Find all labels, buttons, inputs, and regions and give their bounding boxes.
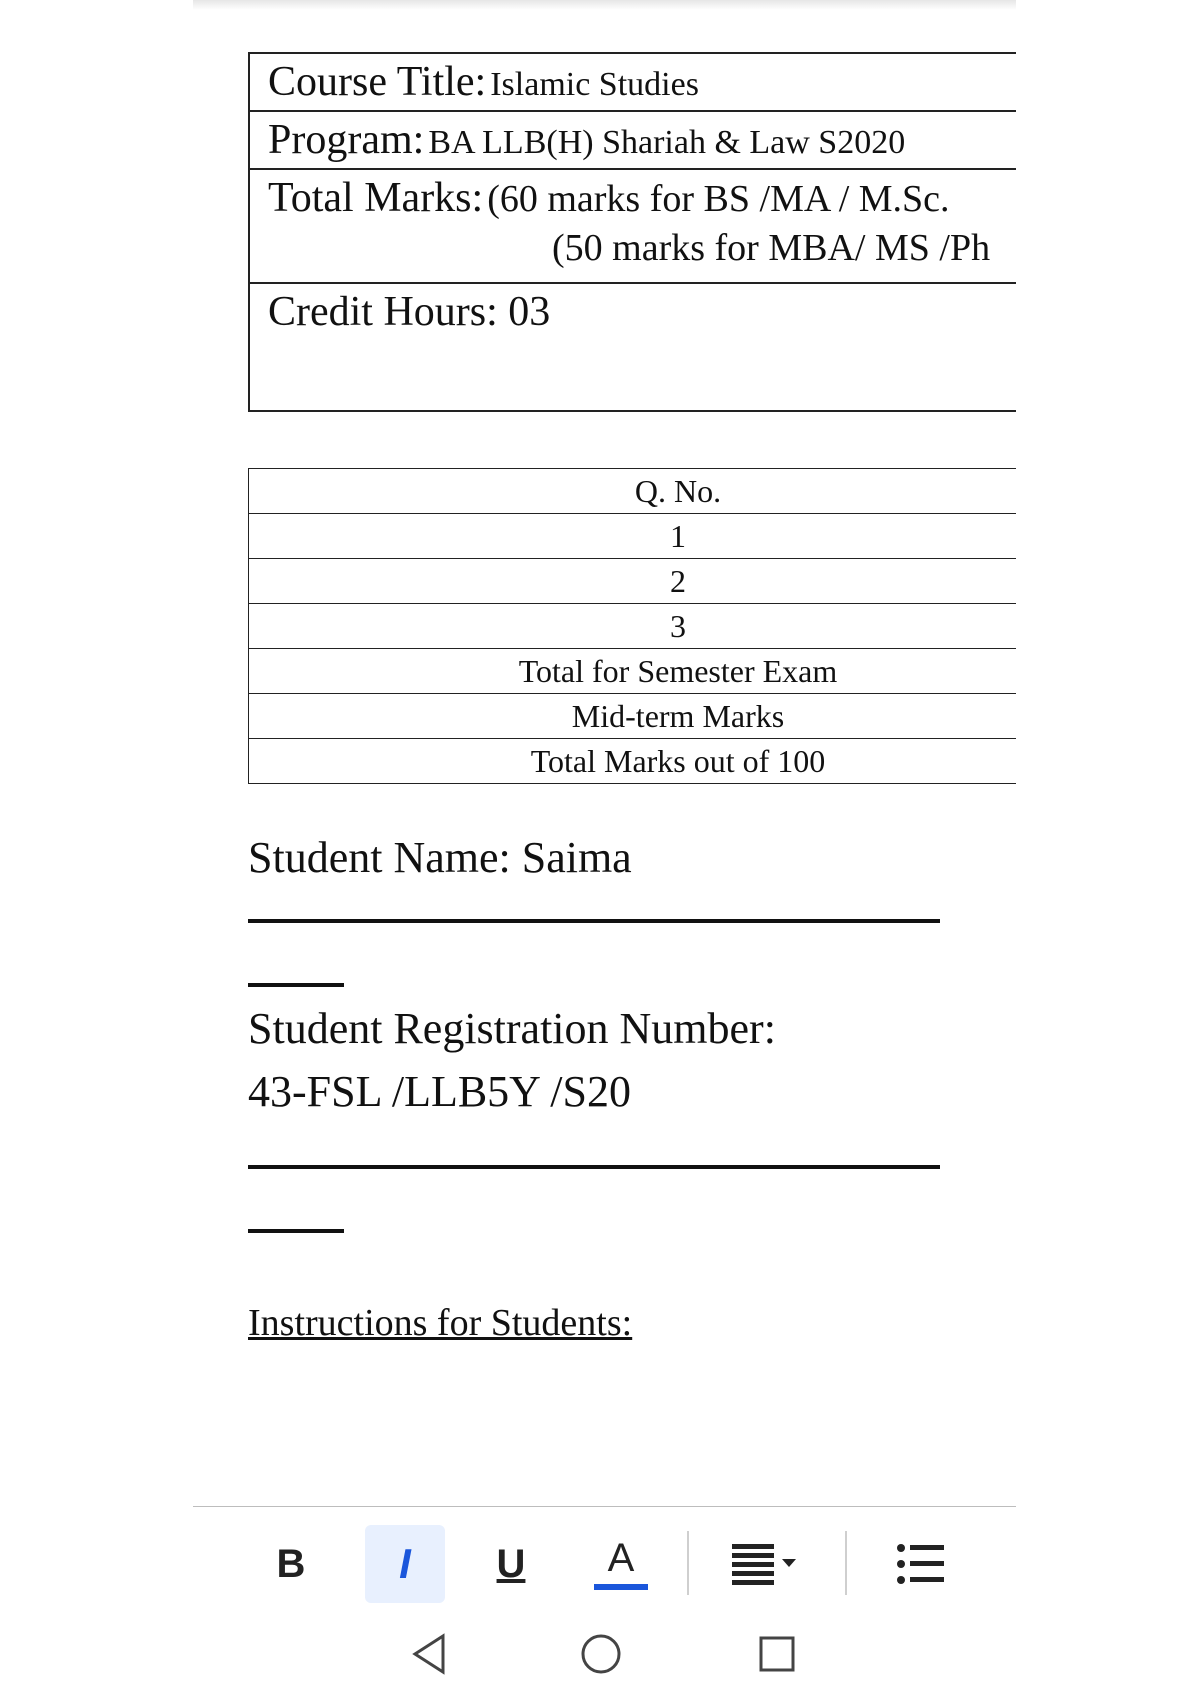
- italic-button[interactable]: [365, 1525, 445, 1603]
- marks-row-q2: 2: [249, 559, 1017, 604]
- student-name: Student Name: Saima: [248, 833, 632, 882]
- marks-row-midterm: Mid-term Marks: [249, 694, 1017, 739]
- course-title-value: Islamic Studies: [490, 66, 699, 103]
- recents-icon[interactable]: [757, 1634, 797, 1674]
- name-underline: [248, 919, 940, 923]
- marks-table: [248, 468, 1016, 784]
- align-icon: [728, 1540, 808, 1588]
- total-marks-row: [249, 169, 1016, 283]
- registration-value: 43-FSL /LLB5Y /S20: [248, 1067, 632, 1116]
- marks-row-q3: 3: [249, 604, 1017, 649]
- name-underline-short: [248, 983, 344, 987]
- align-button[interactable]: [723, 1525, 813, 1603]
- back-icon[interactable]: [409, 1632, 449, 1676]
- program-label: Program:: [268, 117, 425, 163]
- registration-underline-short: [248, 1229, 344, 1233]
- program-row: [249, 111, 1016, 169]
- toolbar-separator-2: [845, 1531, 847, 1595]
- marks-row-semester-total: Total for Semester Exam: [249, 649, 1017, 694]
- table-row: [249, 739, 1017, 784]
- text-color-swatch: [594, 1584, 648, 1590]
- total-marks-line2: (50 marks for MBA/ MS /Ph: [552, 227, 991, 269]
- total-marks-label: Total Marks:: [268, 175, 484, 221]
- top-shadow: [193, 0, 1016, 10]
- course-title-row: [249, 53, 1016, 111]
- registration-underline: [248, 1165, 940, 1169]
- total-marks-line1: (60 marks for BS /MA / M.Sc.: [487, 178, 950, 220]
- program-value: BA LLB(H) Shariah & Law S2020: [428, 124, 906, 161]
- marks-row-q1: 1: [249, 514, 1017, 559]
- registration-label: Student Registration Number:: [248, 1004, 776, 1053]
- text-color-label: A: [607, 1536, 635, 1580]
- formatting-toolbar: [193, 1506, 1016, 1618]
- home-icon[interactable]: [579, 1632, 623, 1676]
- table-row: [249, 559, 1017, 604]
- underline-button[interactable]: [473, 1525, 549, 1603]
- course-title-label: Course Title:: [268, 59, 487, 105]
- table-row: [249, 694, 1017, 739]
- phone-screen: [193, 0, 1016, 1698]
- bold-button[interactable]: [253, 1525, 329, 1603]
- document-body[interactable]: [248, 52, 1016, 1345]
- italic-label: I: [399, 1540, 411, 1587]
- marks-header: Q. No.: [249, 469, 1017, 514]
- marks-row-total: Total Marks out of 100: [249, 739, 1017, 784]
- toolbar-separator: [687, 1531, 689, 1595]
- navigation-bar: [193, 1616, 1016, 1698]
- credit-hours: Credit Hours: 03: [268, 289, 551, 335]
- bullet-list-icon: [896, 1542, 946, 1586]
- text-color-button[interactable]: [581, 1525, 661, 1603]
- table-row: [249, 514, 1017, 559]
- underline-label: U: [496, 1541, 526, 1586]
- marks-header-row: [249, 469, 1017, 514]
- table-row: [249, 649, 1017, 694]
- credit-hours-row: [249, 283, 1016, 411]
- table-row: [249, 604, 1017, 649]
- bold-label: B: [276, 1541, 306, 1586]
- course-info-table: [248, 52, 1016, 412]
- instructions-heading: Instructions for Students:: [248, 1302, 633, 1344]
- bullet-list-button[interactable]: [881, 1525, 961, 1603]
